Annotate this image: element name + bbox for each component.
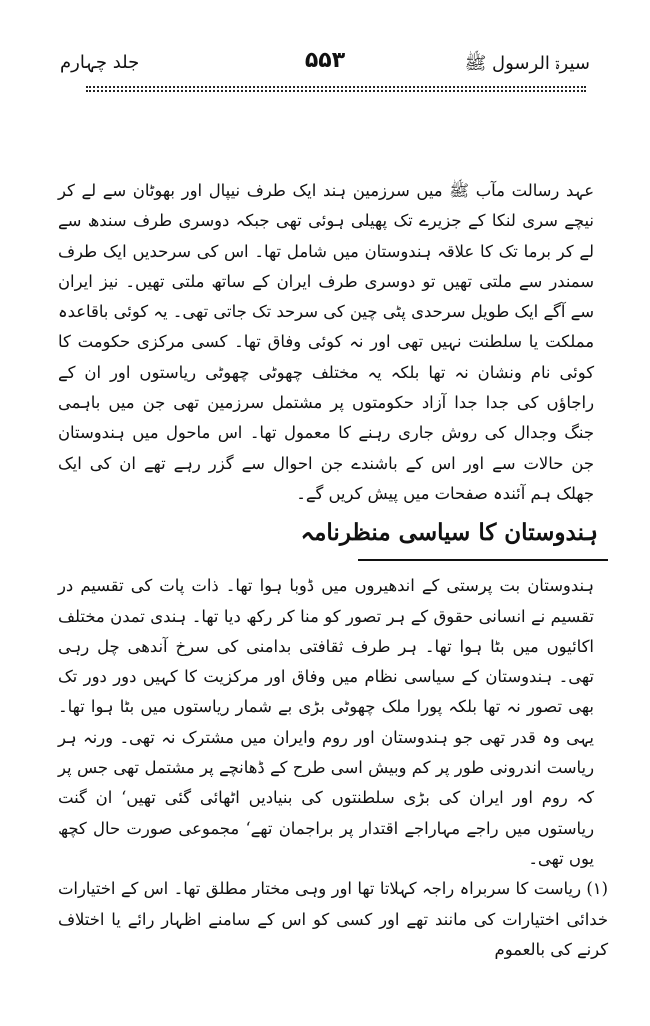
political-landscape-paragraph: ہندوستان بت پرستی کے اندھیروں میں ڈوبا ہوا تھا۔ ذات پات کی تقسیم در تقسیم نے انسانی حقوق کے ہر تصور کو منا کر رکھ دیا تھا۔ ہندی تمدن مختلف اکائیوں میں بٹا ہوا تھا۔ ہر طرف ثقافتی بدامنی کی سرخ آندھی چل رہی تھی۔ ہندوستان کے سیاسی نظام میں وفاق اور مرکزیت کا کہیں دور دور تک بھی تصور نہ تھا بلکہ پورا ملک چھوٹی بڑی بے شمار ریاستوں میں بٹا ہوا تھا۔ یہی وہ قدر تھی جو ہندوستان اور روم وایران میں مشترک نہ تھی۔ ورنہ ہر ریاست اندرونی طور پر کم وبیش اسی طرح کے ڈھانچے پر مشتمل تھی جس پر کہ روم اور ایران کی بڑی سلطنتوں کی بنیادیں اٹھائی گئی تھیں‘ ان گنت ریاستوں میں راجے مہاراجے اقتدار پر براجمان تھے‘ مجموعی صورت حال کچھ یوں تھی۔ bbox=[58, 576, 594, 868]
page-header bbox=[60, 44, 590, 84]
book-title: سیرۃ الرسول ﷺ bbox=[464, 53, 590, 74]
page-number: ۵۵۳ bbox=[304, 48, 346, 73]
header-divider bbox=[86, 86, 586, 92]
section-heading: ہندوستان کا سیاسی منظرنامہ bbox=[300, 519, 598, 547]
volume-label: جلد چہارم bbox=[60, 52, 140, 73]
intro-paragraph: عہد رسالت مآب ﷺ میں سرزمین ہند ایک طرف نیپال اور بھوٹان سے لے کر نیچے سری لنکا کے جزیرے تک پھیلی ہوئی تھی جبکہ دوسری طرف سندھ سے لے کر برما تک کا علاقہ ہندوستان میں شامل تھا۔ اس کی سرحدیں ایک طرف سمندر سے ملتی تھیں تو دوسری طرف ایران کے ساتھ ملتی تھیں۔ نیز ایران سے آگے ایک طویل سرحدی پٹی چین کی سرحد تک جاتی تھی۔ یہ کوئی باقاعدہ مملکت یا سلطنت نہیں تھی اور نہ کوئی وفاق تھا۔ کسی مرکزی حکومت کا کوئی نام ونشان نہ تھا بلکہ یہ مختلف چھوٹی چھوٹی ریاستوں اور ان کے راجاؤں کی جدا جدا آزاد حکومتوں پر مشتمل سرزمین تھی جن میں باہمی جنگ وجدال کی روش جاری رہنے کا معمول تھا۔ اس ماحول میں ہندوستان جن حالات سے اور اس کے باشندے جن احوال سے گزر رہے تھے ان کی ایک جھلک ہم آئندہ صفحات میں پیش کریں گے۔ bbox=[58, 181, 594, 503]
section-heading-block bbox=[58, 511, 608, 571]
heading-underline bbox=[358, 559, 608, 561]
page-body bbox=[58, 176, 608, 965]
numbered-point-1: (۱) ریاست کا سربراہ راجہ کہلاتا تھا اور وہی مختار مطلق تھا۔ اس کے اختیارات خدائی اختیارات کی مانند تھے اور کسی کو اس کے سامنے اظہار رائے یا اختلاف کرنے کی بالعموم bbox=[58, 879, 608, 959]
